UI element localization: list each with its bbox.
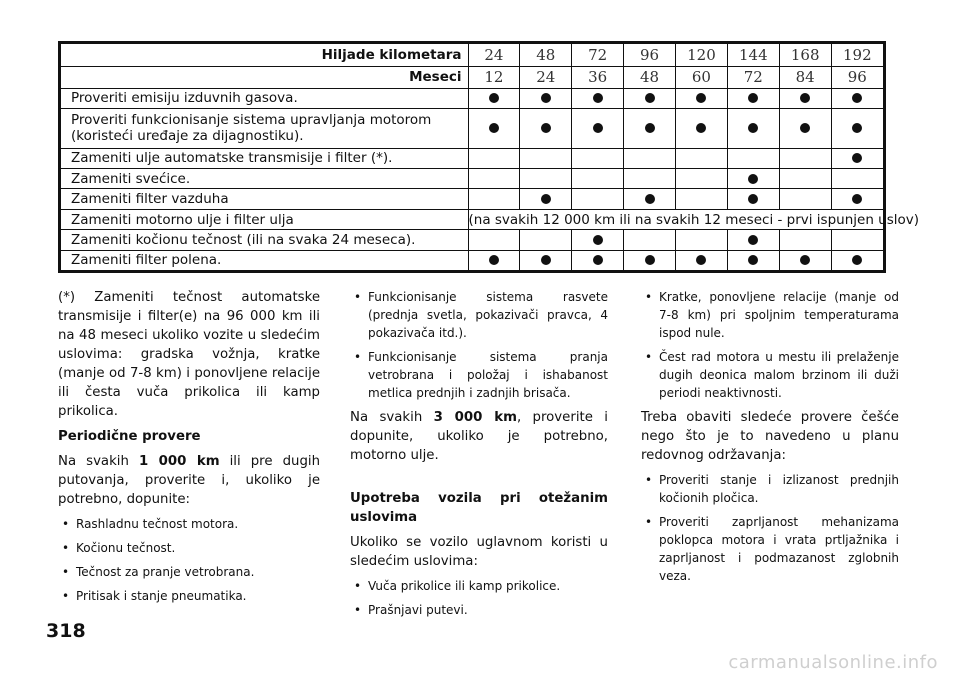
service-dot-cell bbox=[572, 250, 624, 270]
service-dot-cell bbox=[831, 88, 883, 108]
schedule-row bbox=[61, 230, 883, 250]
schedule-row bbox=[61, 148, 883, 168]
bullet-dot-icon bbox=[748, 93, 758, 103]
bullet-dot-icon bbox=[645, 255, 655, 265]
header-row-km-value: 48 bbox=[520, 44, 572, 66]
empty-cell bbox=[624, 230, 676, 250]
watermark: carmanualsonline.info bbox=[728, 652, 938, 673]
service-dot-cell bbox=[520, 108, 572, 148]
header-row-km-value: 144 bbox=[727, 44, 779, 66]
bullet-dot-icon bbox=[489, 93, 499, 103]
bullet-dot-icon bbox=[800, 255, 810, 265]
service-dot-cell bbox=[831, 108, 883, 148]
bullet-icon: • bbox=[645, 515, 653, 529]
list-item bbox=[641, 348, 899, 402]
header-row-months-value: 12 bbox=[468, 66, 520, 88]
list-item-text: Proveriti stanje i izlizanost prednjih kočionih pločica. bbox=[659, 473, 899, 505]
bullet-dot-icon bbox=[489, 255, 499, 265]
service-dot-cell bbox=[572, 108, 624, 148]
header-row-months-value: 96 bbox=[831, 66, 883, 88]
empty-cell bbox=[468, 189, 520, 209]
list-item bbox=[58, 587, 320, 605]
empty-cell bbox=[572, 148, 624, 168]
bullet-dot-icon bbox=[696, 93, 706, 103]
bullet-dot-icon bbox=[748, 255, 758, 265]
text-column-right bbox=[641, 288, 899, 591]
empty-cell bbox=[468, 168, 520, 188]
empty-cell bbox=[520, 148, 572, 168]
bullet-dot-icon bbox=[852, 153, 862, 163]
service-dot-cell bbox=[468, 108, 520, 148]
header-row-months-value: 36 bbox=[572, 66, 624, 88]
function-check-list bbox=[350, 288, 608, 402]
footnote: (*) Zameniti tečnost automatske transmisije i filter(e) na 96 000 km ili na 48 meseci ukoliko vozite u sledećim uslovima: gradska vožnja, kratke (manje od 7-8 km) i ponovljene relacije ili česta vučа prikolica ili kamp prikolica. bbox=[58, 290, 320, 419]
bullet-icon: • bbox=[645, 473, 653, 487]
header-row-months-value: 84 bbox=[779, 66, 831, 88]
bullet-dot-icon bbox=[645, 93, 655, 103]
bullet-dot-icon bbox=[852, 255, 862, 265]
list-item bbox=[58, 563, 320, 581]
bullet-icon: • bbox=[62, 517, 70, 531]
empty-cell bbox=[831, 230, 883, 250]
severe-conditions-intro: Ukoliko se vozilo uglavnom koristi u sledećim uslovima: bbox=[350, 535, 608, 569]
empty-cell bbox=[468, 230, 520, 250]
list-item bbox=[350, 348, 608, 402]
header-row-km-value: 192 bbox=[831, 44, 883, 66]
list-item-text: Kočionu tečnost. bbox=[76, 541, 176, 555]
service-dot-cell bbox=[727, 108, 779, 148]
schedule-item-label: Zameniti svećice. bbox=[61, 168, 468, 188]
list-item-text: Čest rad motora u mestu ili prelaženje dugih deonica malom brzinom ili duži periodi neaktivnosti. bbox=[659, 350, 899, 400]
schedule-row bbox=[61, 88, 883, 108]
bullet-dot-icon bbox=[800, 93, 810, 103]
list-item-text: Prašnjavi putevi. bbox=[368, 603, 468, 617]
schedule-item-label: Zameniti filter vazduha bbox=[61, 189, 468, 209]
service-dot-cell bbox=[779, 88, 831, 108]
empty-cell bbox=[624, 148, 676, 168]
bullet-dot-icon bbox=[593, 93, 603, 103]
periodic-check-list bbox=[58, 515, 320, 605]
list-item bbox=[641, 513, 899, 585]
empty-cell bbox=[831, 168, 883, 188]
text-column-left bbox=[58, 288, 320, 611]
service-dot-cell bbox=[779, 250, 831, 270]
bullet-dot-icon bbox=[696, 255, 706, 265]
list-item-text: Rashladnu tečnost motora. bbox=[76, 517, 239, 531]
header-row-km-value: 96 bbox=[624, 44, 676, 66]
schedule-row bbox=[61, 108, 883, 148]
service-dot-cell bbox=[572, 230, 624, 250]
bullet-dot-icon bbox=[489, 123, 499, 133]
list-item-text: Funkcionisanje sistema pranja vetrobrana i položaj i ishabanost metlica prednjih i zadnjih brisača. bbox=[368, 350, 608, 400]
bullet-icon: • bbox=[645, 350, 653, 364]
schedule-item-label: Proveriti funkcionisanje sistema upravljanja motorom (koristeći uređaje za dijagnostiku). bbox=[61, 108, 468, 148]
service-dot-cell bbox=[520, 88, 572, 108]
schedule-item-label: Zameniti ulje automatske transmisije i filter (*). bbox=[61, 148, 468, 168]
list-item-text: Vuča prikolice ili kamp prikolice. bbox=[368, 579, 561, 593]
empty-cell bbox=[676, 230, 728, 250]
empty-cell bbox=[520, 230, 572, 250]
frequent-checks-text: Treba obaviti sledeće provere češće nego što je to navedeno u planu redovnog održavanja: bbox=[641, 410, 899, 463]
section-heading-severe-conditions: Upotreba vozila pri otežanim uslovima bbox=[350, 491, 608, 525]
bullet-dot-icon bbox=[593, 255, 603, 265]
empty-cell bbox=[520, 168, 572, 188]
schedule-item-label: Zameniti kočionu tečnost (ili na svaka 24 meseca). bbox=[61, 230, 468, 250]
empty-cell bbox=[779, 168, 831, 188]
empty-cell bbox=[468, 148, 520, 168]
bullet-icon: • bbox=[645, 290, 653, 304]
list-item bbox=[641, 288, 899, 342]
bullet-icon: • bbox=[354, 350, 362, 364]
empty-cell bbox=[676, 189, 728, 209]
bullet-icon: • bbox=[62, 565, 70, 579]
empty-cell bbox=[624, 168, 676, 188]
service-dot-cell bbox=[520, 189, 572, 209]
bullet-dot-icon bbox=[748, 123, 758, 133]
page-number: 318 bbox=[46, 620, 86, 642]
bullet-dot-icon bbox=[852, 194, 862, 204]
bullet-dot-icon bbox=[748, 174, 758, 184]
schedule-row bbox=[61, 209, 883, 229]
list-item bbox=[58, 539, 320, 557]
bullet-dot-icon bbox=[852, 123, 862, 133]
service-dot-cell bbox=[468, 250, 520, 270]
list-item-text: Proveriti zaprljanost mehanizama poklopca motora i vrata prtljažnika i zaprljanost i podmazanost zglobnih veza. bbox=[659, 515, 899, 583]
header-row-months-value: 72 bbox=[727, 66, 779, 88]
header-row-months bbox=[61, 66, 883, 88]
list-item-text: Tečnost za pranje vetrobrana. bbox=[76, 565, 255, 579]
header-row-km-value: 120 bbox=[676, 44, 728, 66]
oil-check-text: Na svakih 3 000 km, proverite i dopunite, ukoliko je potrebno, motorno ulje. bbox=[350, 410, 608, 463]
list-item bbox=[58, 515, 320, 533]
service-dot-cell bbox=[624, 250, 676, 270]
service-dot-cell bbox=[779, 108, 831, 148]
service-dot-cell bbox=[831, 250, 883, 270]
schedule-item-label: Zameniti motorno ulje i filter ulja bbox=[61, 209, 468, 229]
schedule-row bbox=[61, 189, 883, 209]
service-dot-cell bbox=[727, 88, 779, 108]
service-dot-cell bbox=[624, 88, 676, 108]
section-heading-periodic-checks: Periodične provere bbox=[58, 429, 201, 444]
list-item-text: Funkcionisanje sistema rasvete (prednja svetla, pokazivači pravca, 4 pokazivača itd.). bbox=[368, 290, 608, 340]
bullet-icon: • bbox=[62, 541, 70, 555]
list-item bbox=[350, 601, 608, 619]
empty-cell bbox=[572, 168, 624, 188]
frequent-checks-list bbox=[641, 471, 899, 585]
service-dot-cell bbox=[727, 168, 779, 188]
empty-cell bbox=[779, 148, 831, 168]
schedule-item-label: Proveriti emisiju izduvnih gasova. bbox=[61, 88, 468, 108]
service-dot-cell bbox=[624, 189, 676, 209]
service-dot-cell bbox=[676, 88, 728, 108]
schedule-item-label: Zameniti filter polena. bbox=[61, 250, 468, 270]
service-dot-cell bbox=[727, 230, 779, 250]
header-row-km-value: 24 bbox=[468, 44, 520, 66]
empty-cell bbox=[779, 230, 831, 250]
bullet-dot-icon bbox=[593, 123, 603, 133]
list-item-text: Pritisak i stanje pneumatika. bbox=[76, 589, 247, 603]
bullet-dot-icon bbox=[541, 255, 551, 265]
bullet-dot-icon bbox=[541, 93, 551, 103]
list-item-text: Kratke, ponovljene relacije (manje od 7-8 km) pri spoljnim temperaturama ispod nule. bbox=[659, 290, 899, 340]
bullet-dot-icon bbox=[748, 235, 758, 245]
bullet-dot-icon bbox=[541, 123, 551, 133]
service-dot-cell bbox=[624, 108, 676, 148]
list-item bbox=[350, 288, 608, 342]
bullet-dot-icon bbox=[696, 123, 706, 133]
schedule-note: (na svakih 12 000 km ili na svakih 12 meseci - prvi ispunjen uslov) bbox=[468, 209, 883, 229]
text-column-middle bbox=[350, 288, 608, 625]
empty-cell bbox=[676, 168, 728, 188]
header-row-km-value: 72 bbox=[572, 44, 624, 66]
bullet-icon: • bbox=[62, 589, 70, 603]
bullet-dot-icon bbox=[852, 93, 862, 103]
bullet-dot-icon bbox=[645, 123, 655, 133]
service-dot-cell bbox=[727, 189, 779, 209]
bullet-icon: • bbox=[354, 579, 362, 593]
header-row-km bbox=[61, 44, 883, 66]
service-dot-cell bbox=[676, 250, 728, 270]
header-row-km-value: 168 bbox=[779, 44, 831, 66]
bullet-dot-icon bbox=[800, 123, 810, 133]
empty-cell bbox=[572, 189, 624, 209]
service-dot-cell bbox=[831, 148, 883, 168]
bullet-dot-icon bbox=[748, 194, 758, 204]
maintenance-schedule-table bbox=[58, 41, 920, 273]
bullet-dot-icon bbox=[541, 194, 551, 204]
periodic-intro: Na svakih 1 000 km ili pre dugih putovanja, proverite i, ukoliko je potrebno, dopunite: bbox=[58, 454, 321, 507]
severe-conditions-list bbox=[350, 577, 608, 619]
service-dot-cell bbox=[468, 88, 520, 108]
list-item bbox=[641, 471, 899, 507]
service-dot-cell bbox=[520, 250, 572, 270]
header-row-months-value: 48 bbox=[624, 66, 676, 88]
bullet-icon: • bbox=[354, 603, 362, 617]
service-dot-cell bbox=[727, 250, 779, 270]
more-conditions-list bbox=[641, 288, 899, 402]
empty-cell bbox=[676, 148, 728, 168]
service-dot-cell bbox=[676, 108, 728, 148]
service-dot-cell bbox=[572, 88, 624, 108]
list-item bbox=[350, 577, 608, 595]
empty-cell bbox=[779, 189, 831, 209]
empty-cell bbox=[727, 148, 779, 168]
bullet-dot-icon bbox=[593, 235, 603, 245]
header-row-km-label: Hiljade kilometara bbox=[61, 44, 468, 66]
service-dot-cell bbox=[831, 189, 883, 209]
schedule-row bbox=[61, 250, 883, 270]
bullet-icon: • bbox=[354, 290, 362, 304]
header-row-months-value: 24 bbox=[520, 66, 572, 88]
header-row-months-label: Meseci bbox=[61, 66, 468, 88]
schedule-row bbox=[61, 168, 883, 188]
header-row-months-value: 60 bbox=[676, 66, 728, 88]
bullet-dot-icon bbox=[645, 194, 655, 204]
